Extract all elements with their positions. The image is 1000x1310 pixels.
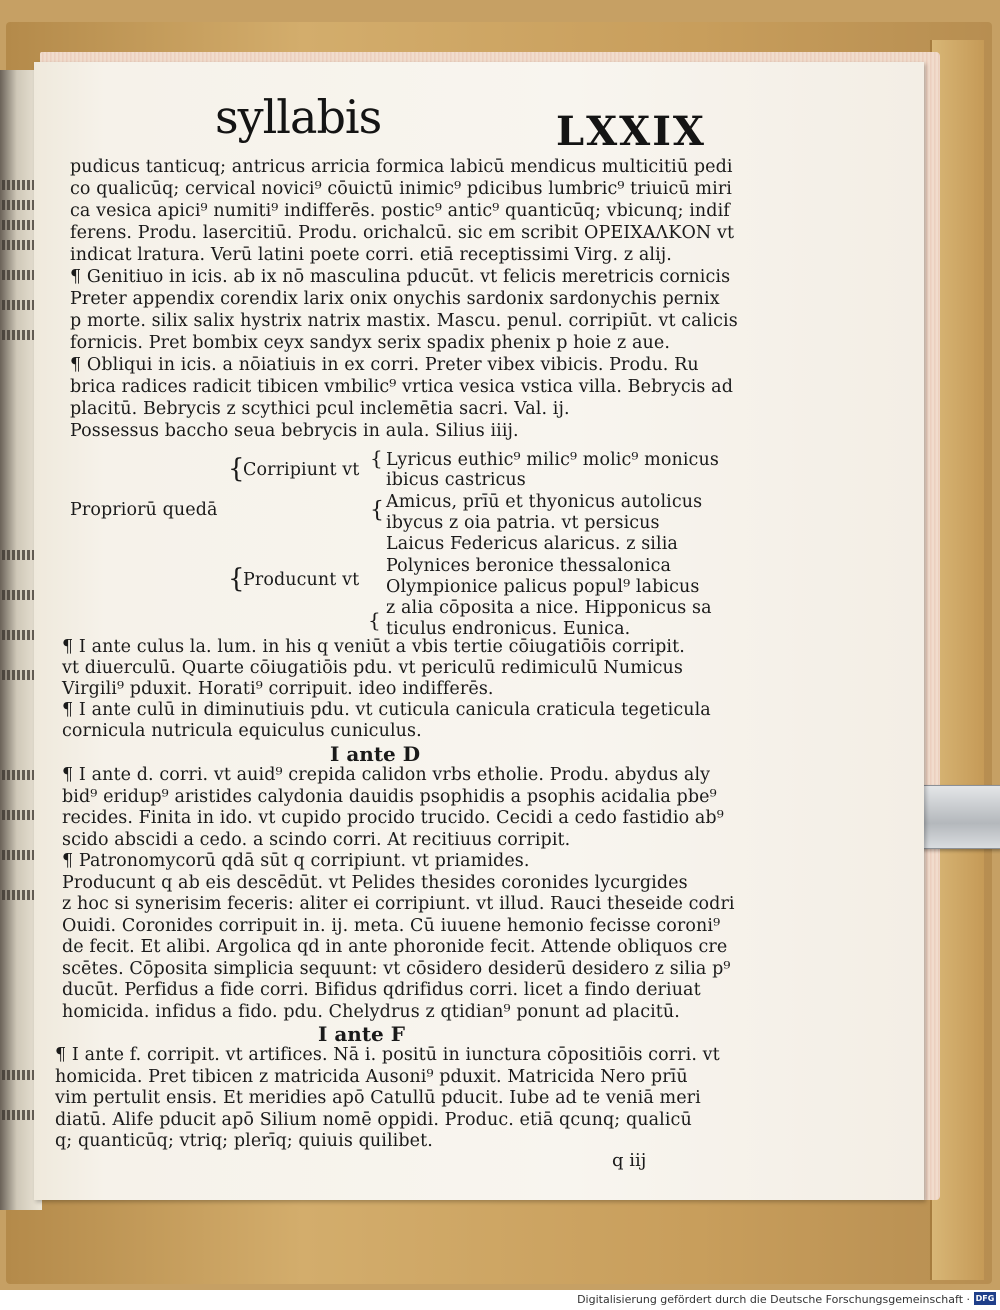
producunt-item: ticulus endronicus. Eunica. (386, 619, 631, 639)
text-line: ¶ I ante culū in diminutiuis pdu. vt cuticula canicula craticula tegeticula (62, 700, 711, 720)
text-line: ¶ Patronomycorū qdā sūt q corripiunt. vt priamides. (62, 851, 530, 871)
left-page-text (2, 270, 36, 280)
text-line: ¶ I ante f. corripit. vt artifices. Nā i. positū in iunctura cōpositiōis corri. vt (55, 1045, 720, 1065)
text-line: Producunt q ab eis descēdūt. vt Pelides thesides coronides lycurgides (62, 872, 688, 893)
text-line: ¶ I ante d. corri. vt auid⁹ crepida calidon vrbs etholie. Produ. abydus aly (62, 765, 711, 785)
corripiunt-item: Lyricus euthic⁹ milic⁹ molic⁹ monicus (386, 450, 719, 470)
section-heading-f: I ante F (318, 1022, 405, 1046)
text-line: placitū. Bebrycis z scythici pcul inclemētia sacri. Val. ij. (70, 399, 570, 419)
section-heading-d: I ante D (330, 742, 421, 766)
text-line: vim pertulit ensis. Et meridies apō Catullū pducit. Iube ad te veniā meri (55, 1088, 701, 1108)
footer-credit: Digitalisierung gefördert durch die Deutsche Forschungsgemeinschaft · (577, 1293, 970, 1306)
left-page-text (2, 220, 36, 230)
dfg-logo: DFG (975, 1294, 995, 1303)
corripiunt-label: Corripiunt vt (243, 460, 360, 480)
text-line: bid⁹ eridup⁹ aristides calydonia dauidis psophidis a psophis acidalia pbe⁹ (62, 786, 717, 807)
left-page-text (2, 850, 36, 860)
left-page-text (2, 890, 36, 900)
text-line: z hoc si synerisim feceris: aliter ei corripiunt. vt illud. Rauci theseide codri (62, 894, 735, 914)
text-line: ca vesica apici⁹ numiti⁹ indifferēs. postic⁹ antic⁹ quanticūq; vbicunq; indif (70, 201, 730, 221)
producunt-item: z alia cōposita a nice. Hipponicus sa (386, 598, 712, 618)
left-page-text (2, 590, 36, 600)
brace-group-1: { (370, 446, 383, 470)
text-line: fornicis. Pret bombix ceyx sandyx serix spadix phenix p hoie z aue. (70, 333, 670, 353)
text-line: brica radices radicit tibicen vmbilic⁹ vrtica vesica vstica villa. Bebrycis ad (70, 377, 733, 397)
text-line: ducūt. Perfidus a fide corri. Bifidus qdrifidus corri. licet a findo deriuat (62, 980, 701, 1000)
left-page-text (2, 810, 36, 820)
brace-group-2: { (370, 498, 384, 523)
brace-open-upper: { (228, 454, 245, 484)
left-page-text (2, 630, 36, 640)
corripiunt-item: ibycus z oia patria. vt persicus (386, 513, 660, 533)
left-page-text (2, 770, 36, 780)
left-page-text (2, 670, 36, 680)
brace-group-3: { (368, 608, 381, 632)
left-page-text (2, 550, 36, 560)
text-line: Preter appendix corendix larix onix onychis sardonix sardonychis pernix (70, 289, 720, 309)
text-line: p morte. silix salix hystrix natrix mastix. Mascu. penul. corripiūt. vt calicis (70, 311, 738, 331)
text-line: ¶ Obliqui in icis. a nōiatiuis in ex corri. Preter vibex vibicis. Produ. Ru (70, 355, 699, 375)
corripiunt-item: Amicus, prīū et thyonicus autolicus (386, 492, 703, 512)
text-line: co qualicūq; cervical novici⁹ cōuictū inimic⁹ pdicibus lumbric⁹ triuicū miri (70, 179, 732, 199)
left-page-text (2, 180, 36, 190)
text-line: ¶ Genitiuo in icis. ab ix nō masculina pducūt. vt felicis meretricis cornicis (70, 267, 731, 287)
corripiunt-item: Laicus Federicus alaricus. z silia (386, 534, 678, 554)
text-line: pudicus tanticuq; antricus arricia formica labicū mendicus multicitiū pedi (70, 157, 733, 177)
text-line: de fecit. Et alibi. Argolica qd in ante phoronide fecit. Attende obliquos cre (62, 937, 728, 957)
producunt-item: Olympionice palicus popul⁹ labicus (386, 577, 700, 597)
brace-open-lower: { (228, 564, 245, 594)
text-line: recides. Finita in ido. vt cupido procido trucido. Cecidi a cedo fastidio ab⁹ (62, 808, 724, 828)
corripiunt-item: ibicus castricus (386, 470, 526, 490)
text-line: ¶ I ante culus la. lum. in his q veniūt a vbis tertie cōiugatiōis corripit. (62, 637, 685, 657)
left-page-text (2, 240, 36, 250)
running-head: syllabis (215, 90, 382, 144)
left-page-text (2, 1070, 36, 1080)
left-page-text (2, 1110, 36, 1120)
producunt-label: Producunt vt (243, 570, 360, 590)
left-page-text (2, 300, 36, 310)
text-line: diatū. Alife pducit apō Silium nomē oppidi. Produc. etiā qcunq; qualicū (55, 1109, 692, 1130)
text-line: ferens. Produ. lasercitiū. Produ. orichalcū. sic em scribit ΟΡΕΙΧΑΛΚΟΝ vt (70, 223, 735, 243)
text-line: indicat lratura. Verū latini poete corri. etiā receptissimi Virg. z alij. (70, 245, 672, 265)
text-line: scido abscidi a cedo. a scindo corri. At recitiuus corripit. (62, 829, 571, 850)
text-line: Ouidi. Coronides corripuit in. ij. meta. Cū iuuene hemonio fecisse coroni⁹ (62, 915, 721, 936)
text-line: scētes. Cōposita simplicia sequunt: vt cōsidero desiderū desidero z silia p⁹ (62, 958, 731, 979)
text-line: vt diuerculū. Quarte cōiugatiōis pdu. vt periculū redimiculū Numicus (62, 658, 683, 678)
text-line: cornicula nutricula equiculus cuniculus. (62, 721, 422, 741)
producunt-item: Polynices beronice thessalonica (386, 556, 672, 576)
text-line: Virgili⁹ pduxit. Horati⁹ corripuit. ideo indifferēs. (62, 679, 494, 699)
left-page-text (2, 330, 36, 340)
text-line: q; quanticūq; vtriq; plerīq; quiuis quilibet. (55, 1131, 433, 1151)
proprior-label: Propriorū quedā (70, 500, 218, 520)
text-line: homicida. Pret tibicen z matricida Ausoni⁹ pduxit. Matricida Nero prīū (55, 1066, 688, 1087)
signature-mark: q iij (612, 1150, 647, 1171)
left-page-text (2, 200, 36, 210)
text-line: Possessus baccho seua bebrycis in aula. Silius iiij. (70, 421, 519, 441)
folio-number: LXXIX (556, 108, 706, 155)
text-line: homicida. infidus a fido. pdu. Chelydrus z qtidian⁹ ponunt ad placitū. (62, 1001, 680, 1022)
